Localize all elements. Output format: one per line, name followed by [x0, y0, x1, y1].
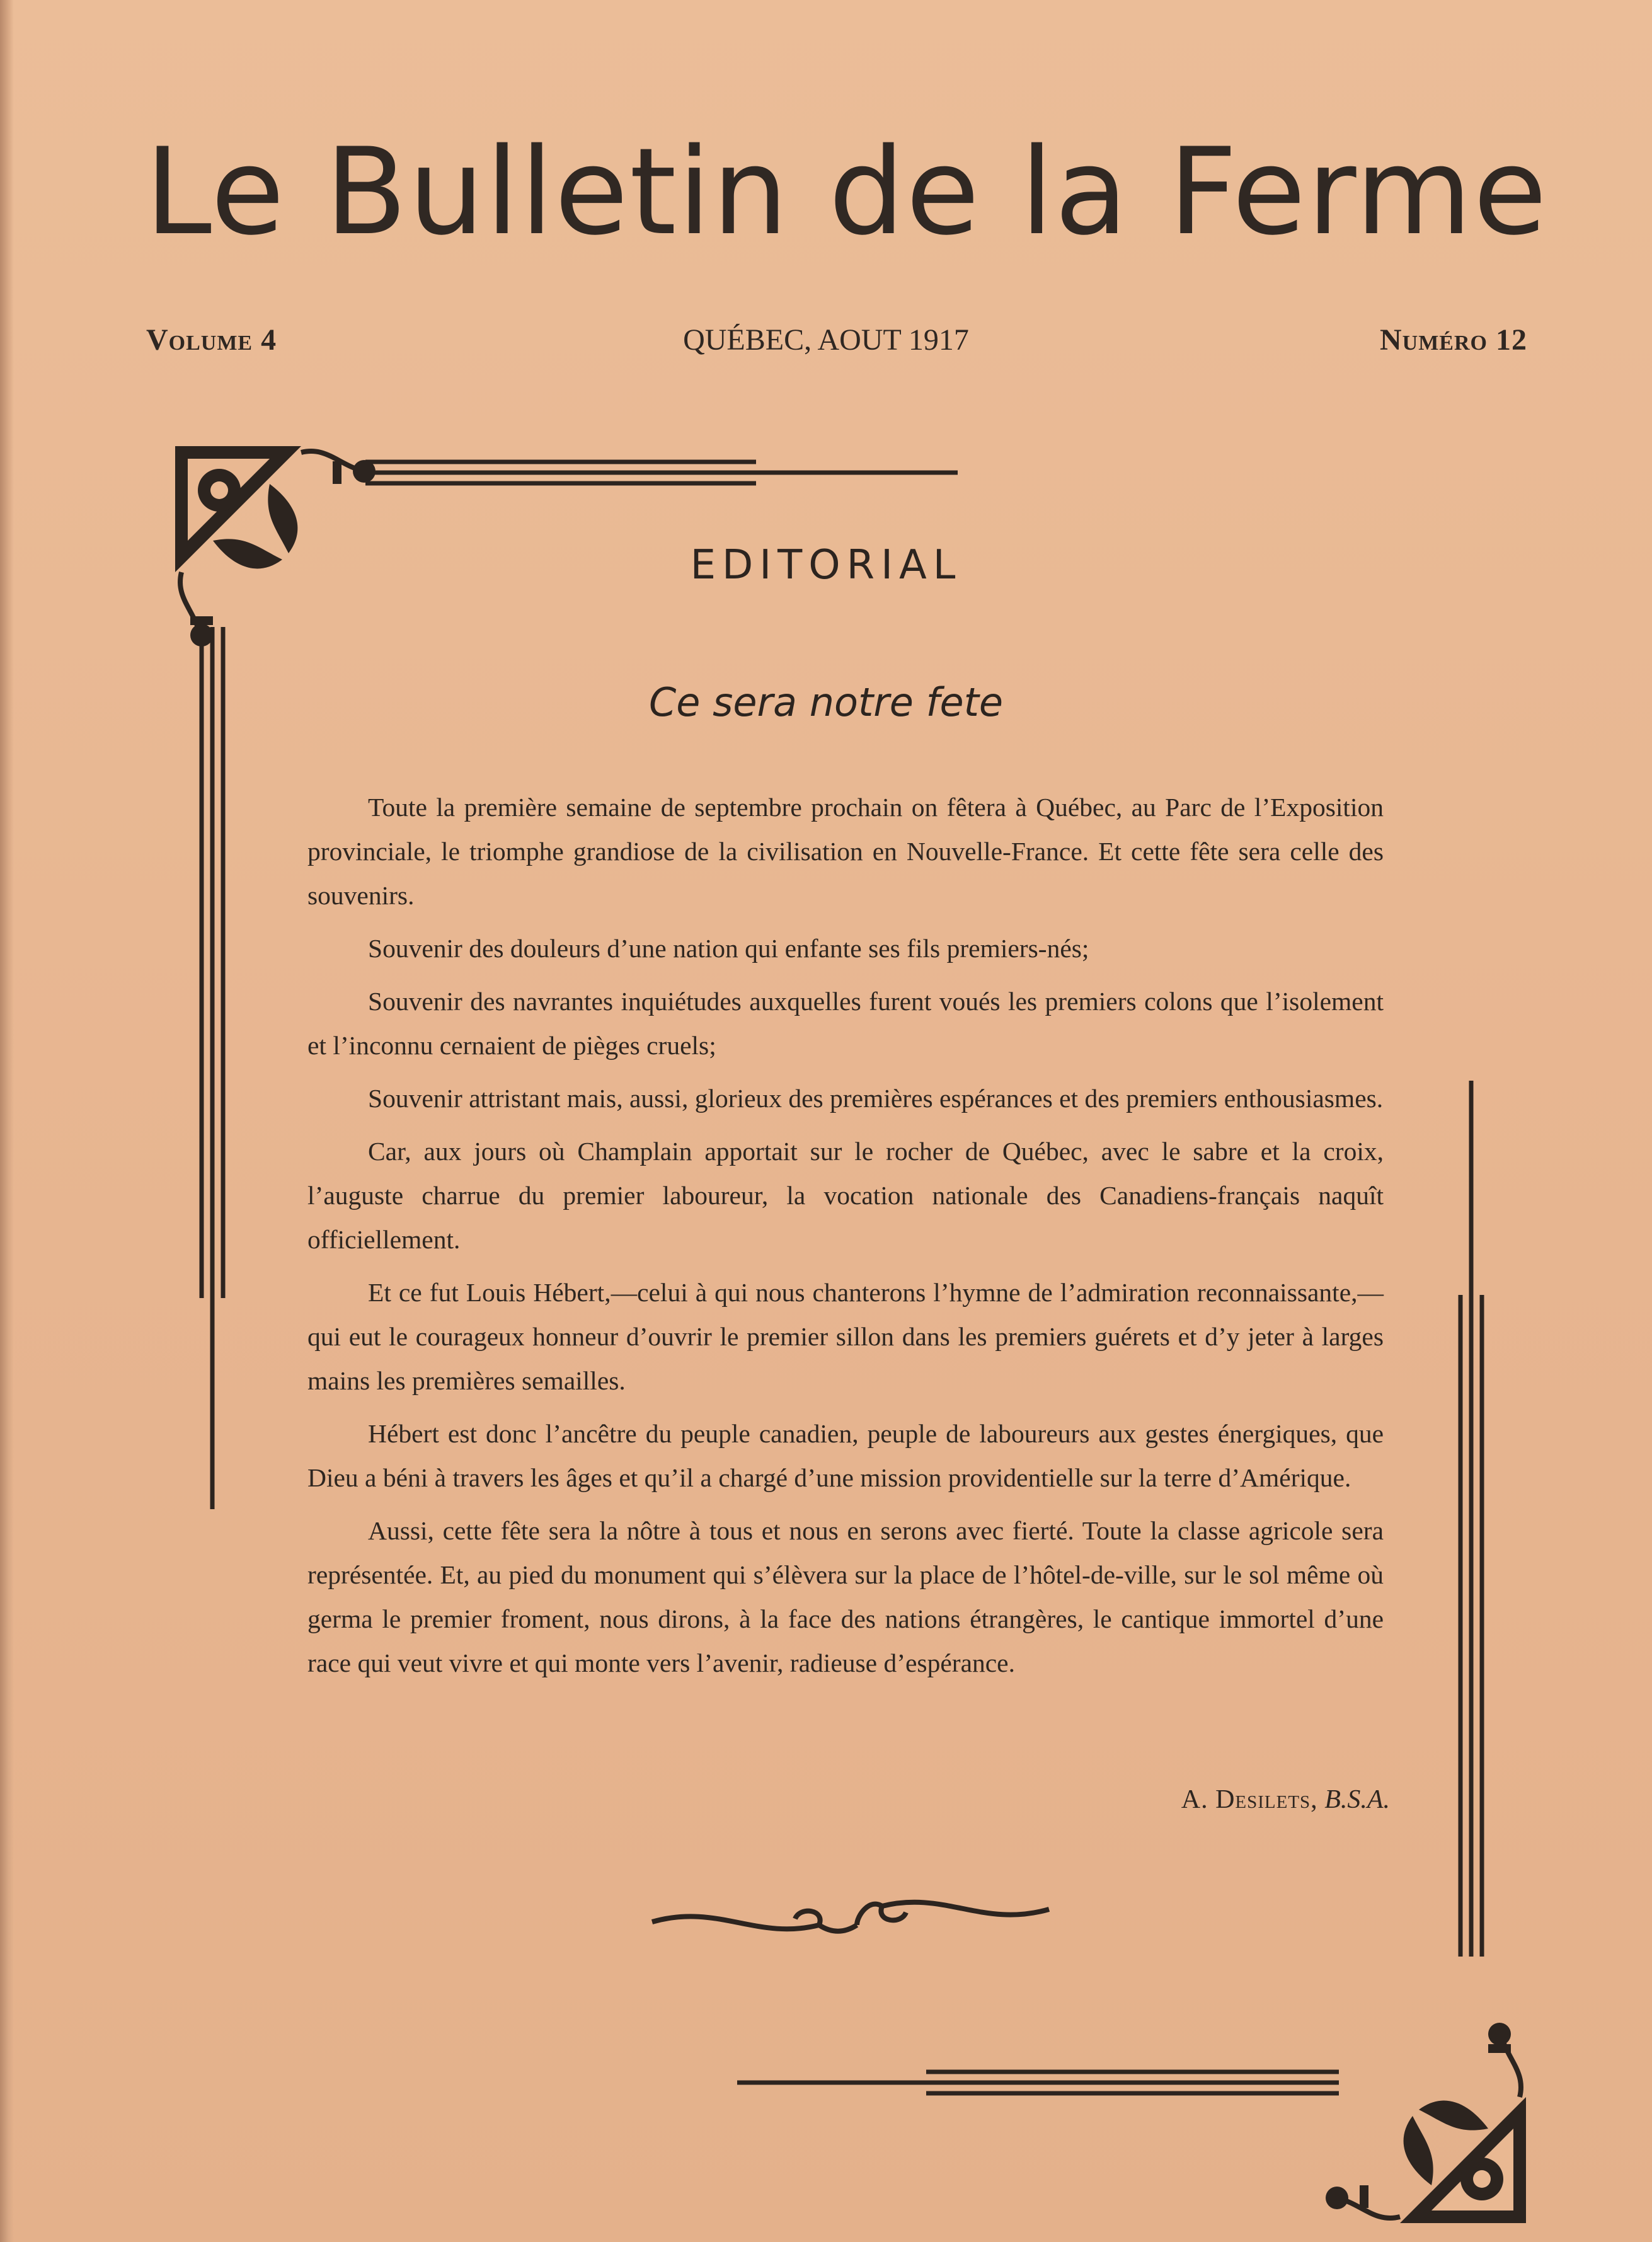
paragraph: Toute la première semaine de septembre prochain on fêtera à Québec, au Parc de l’Exposition provinciale, le triomphe grandiose de la civilisation en Nouvelle-France. Et cette fête sera celle des souvenirs. — [307, 793, 1384, 910]
paragraph: Aussi, cette fête sera la nôtre à tous et nous en serons avec fierté. Toute la classe agricole sera représentée. Et, au pied du monument qui s’élèvera sur la place de l’hôtel-de-ville, sur le sol même où germa le premier froment, nous dirons, à la face des nations étrangères, le cantique immortel d’une race qui veut vivre et qui monte vers l’avenir, radieuse d’espérance. — [307, 1516, 1384, 1677]
swash-divider-icon — [652, 1902, 1049, 1931]
paragraph: Car, aux jours où Champlain apportait sur le rocher de Québec, avec le sabre et la croix, l’auguste charrue du premier laboureur, la vocation nationale des Canadiens-français naquît officiellement. — [307, 1137, 1384, 1254]
section-heading: EDITORIAL — [690, 542, 962, 589]
volume-label: Volume 4 — [146, 323, 277, 357]
top-rule — [365, 462, 958, 483]
paragraph: Souvenir attristant mais, aussi, glorieux des premières espérances et des premiers enthousiasmes. — [368, 1084, 1384, 1113]
bottom-rule — [737, 2072, 1339, 2093]
paragraph: Et ce fut Louis Hébert,—celui à qui nous chanterons l’hymne de l’admiration reconnaissante,—qui eut le courageux honneur d’ouvrir le premier sillon dans les premiers guérets et d’y jeter à larges mains les premières semailles. — [307, 1278, 1384, 1395]
paragraph: Souvenir des navrantes inquiétudes auxquelles furent voués les premiers colons que l’isolement et l’inconnu cernaient de pièges cruels; — [307, 987, 1384, 1060]
paragraph: Hébert est donc l’ancêtre du peuple canadien, peuple de laboureurs aux gestes énergiques, que Dieu a béni à travers les âges et qu’il a chargé d’une mission providentielle sur la terre d’Amérique. — [307, 1419, 1384, 1492]
place-date: QUÉBEC, AOUT 1917 — [683, 323, 969, 357]
left-rule — [202, 627, 223, 1509]
signature — [1181, 1785, 1390, 1815]
article-title: Ce sera notre fete — [648, 679, 1004, 725]
paragraph: Souvenir des douleurs d’une nation qui enfante ses fils premiers-nés; — [368, 934, 1089, 963]
author-title: B.S.A. — [1324, 1785, 1390, 1814]
article-body — [307, 785, 1384, 1694]
masthead-title: Le Bulletin de la Ferme — [145, 122, 1549, 262]
corner-flourish-icon — [1326, 2023, 1526, 2223]
author-name: A. Desilets, — [1181, 1785, 1318, 1814]
right-rule — [1460, 1081, 1482, 1957]
issue-number: Numéro 12 — [1380, 323, 1527, 357]
